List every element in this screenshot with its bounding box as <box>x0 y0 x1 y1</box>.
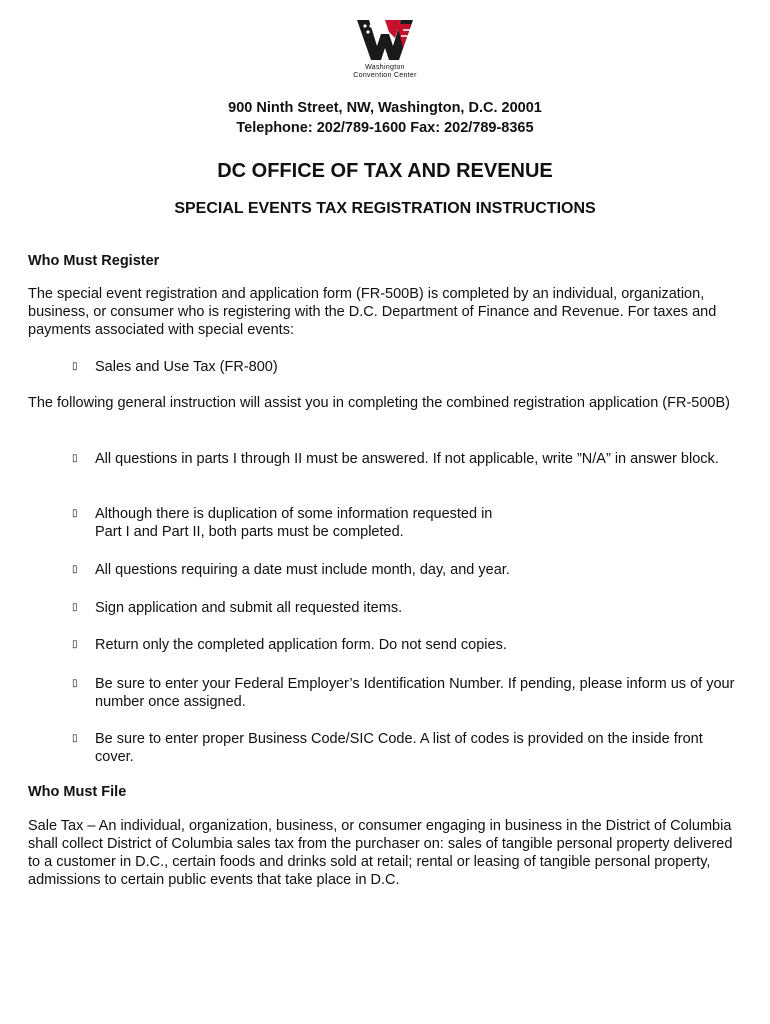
list-item-text: All questions requiring a date must include month, day, and year. <box>95 562 510 578</box>
list-item <box>72 599 742 617</box>
bullet-box-icon: ▯ <box>72 678 78 689</box>
bullet-box-icon: ▯ <box>72 361 78 372</box>
list-item-text: Although there is duplication of some information requested in Part I and Part II, both parts must be completed. <box>95 506 493 540</box>
bullet-box-icon: ▯ <box>72 564 78 575</box>
washington-convention-center-logo <box>342 18 428 80</box>
tax-item-text: Sales and Use Tax (FR-800) <box>95 359 278 375</box>
logo-text-convention-center: Convention Center <box>353 72 417 79</box>
bullet-box-icon: ▯ <box>72 639 78 650</box>
list-item <box>72 675 742 711</box>
page-title: DC OFFICE OF TAX AND REVENUE <box>217 160 553 182</box>
bullet-box-icon: ▯ <box>72 733 78 744</box>
list-item <box>72 730 742 766</box>
list-item-text: Be sure to enter your Federal Employer’s Identification Number. If pending, please inform us of your number once assigned. <box>95 676 735 710</box>
general-instruction-text: The following general instruction will assist you in completing the combined registration application (FR-500B) <box>28 395 730 411</box>
list-item <box>72 561 742 579</box>
who-must-file-heading: Who Must File <box>28 784 127 800</box>
page-subtitle: SPECIAL EVENTS TAX REGISTRATION INSTRUCTIONS <box>174 200 596 217</box>
who-must-register-intro: The special event registration and application form (FR-500B) is completed by an individual, organization, business, or consumer who is registering with the D.C. Department of Finance and Revenue. For taxes and payments associated with special events: <box>28 286 717 338</box>
list-item-text: Sign application and submit all requested items. <box>95 600 403 616</box>
flag-w-logo-mark <box>355 18 415 62</box>
logo-text-washington: Washington <box>365 64 405 71</box>
list-item-text: Be sure to enter proper Business Code/SIC Code. A list of codes is provided on the inside front cover. <box>95 731 703 765</box>
address-line: 900 Ninth Street, NW, Washington, D.C. 20001 <box>228 100 542 116</box>
phone-fax-line: Telephone: 202/789-1600 Fax: 202/789-8365 <box>236 120 534 136</box>
tax-item <box>72 358 742 376</box>
who-must-file-text: Sale Tax – An individual, organization, business, or consumer engaging in business in the District of Columbia shall collect District of Columbia sales tax from the purchaser on: sales of tangible personal property delivered to a customer in D.C., certain foods and drinks sold at retail; rental or leasing of tangible personal property, admissions to certain public events that take place in D.C. <box>28 818 733 888</box>
who-must-register-heading: Who Must Register <box>28 253 160 269</box>
list-item <box>72 505 512 541</box>
list-item <box>72 450 742 468</box>
bullet-box-icon: ▯ <box>72 453 78 464</box>
bullet-box-icon: ▯ <box>72 602 78 613</box>
list-item <box>72 636 742 654</box>
bullet-box-icon: ▯ <box>72 508 78 519</box>
list-item-text: Return only the completed application form. Do not send copies. <box>95 637 507 653</box>
list-item-text: All questions in parts I through II must be answered. If not applicable, write ”N/A” in answer block. <box>95 451 719 467</box>
